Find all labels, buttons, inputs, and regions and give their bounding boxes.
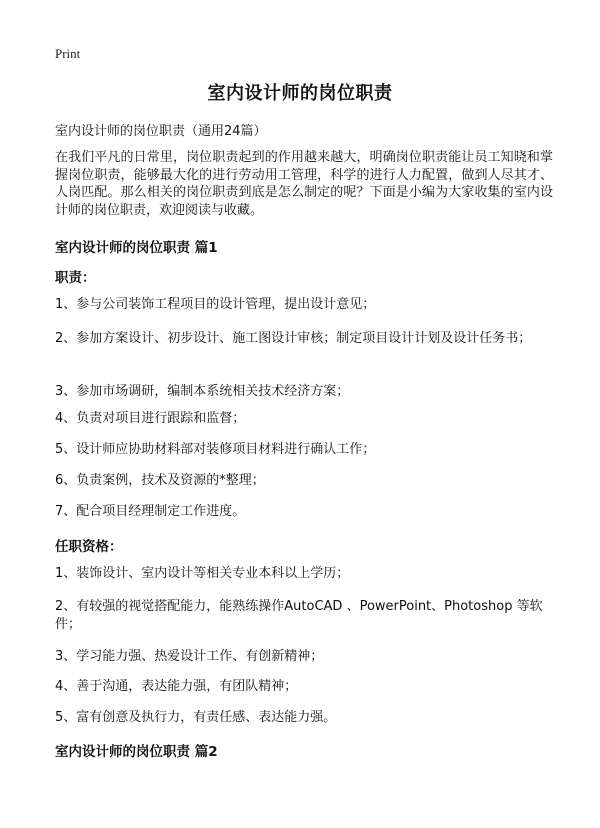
document-subtitle: 室内设计师的岗位职责（通用24篇） — [55, 124, 267, 139]
duty-item: 1、参与公司装饰工程项目的设计管理，提出设计意见； — [55, 297, 376, 312]
qualification-item: 3、学习能力强、热爱设计工作、有创新精神； — [55, 649, 324, 664]
duty-item: 5、设计师应协助材料部对装修项目材料进行确认工作； — [55, 442, 376, 457]
duty-item: 3、参加市场调研，编制本系统相关技术经济方案； — [55, 384, 350, 399]
qualification-item: 2、有较强的视觉搭配能力，能熟练操作AutoCAD 、PowerPoint、Photoshop 等软件； — [55, 599, 543, 632]
qualifications-label: 任职资格： — [55, 539, 123, 555]
qualification-item: 5、富有创意及执行力，有责任感、表达能力强。 — [55, 710, 337, 725]
duty-item: 6、负责案例，技术及资源的*整理； — [55, 473, 265, 488]
qualification-item: 4、善于沟通，表达能力强，有团队精神； — [55, 679, 298, 694]
print-link[interactable]: Print — [55, 46, 81, 61]
qualification-item: 1、装饰设计、室内设计等相关专业本科以上学历； — [55, 566, 350, 581]
document-title: 室内设计师的岗位职责 — [207, 83, 393, 104]
duty-item: 7、配合项目经理制定工作进度。 — [55, 504, 246, 519]
duties-label: 职责： — [55, 270, 96, 286]
duty-item: 2、参加方案设计、初步设计、施工图设计审核；制定项目设计计划及设计任务书； — [55, 331, 532, 346]
section-heading-1: 室内设计师的岗位职责 篇1 — [55, 240, 218, 256]
section-heading-2: 室内设计师的岗位职责 篇2 — [55, 744, 218, 760]
duty-item: 4、负责对项目进行跟踪和监督； — [55, 411, 246, 426]
intro-paragraph: 在我们平凡的日常里，岗位职责起到的作用越来越大，明确岗位职责能让员工知晓和掌握岗位职责，能够最大化的进行劳动用工管理，科学的进行人力配置，做到人尽其才、人岗匹配。那么相关的岗位职责到底是怎么制定的呢？下面是小编为大家收集的室内设计师的岗位职责，欢迎阅读与收藏。 — [55, 150, 553, 218]
